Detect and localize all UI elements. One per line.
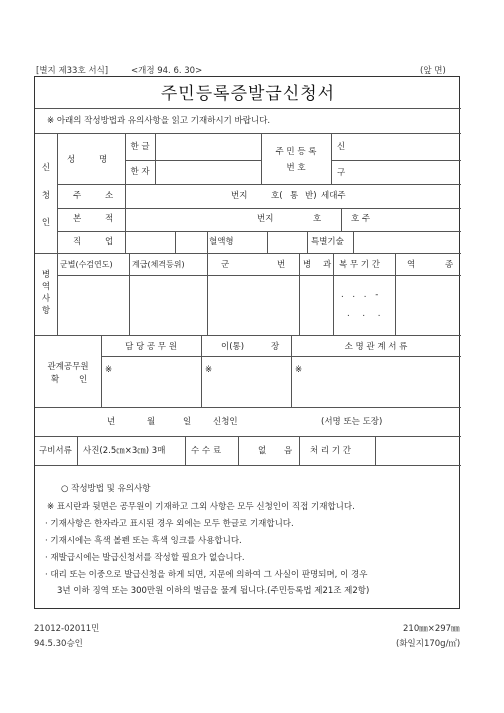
rule-mil-1 (129, 253, 130, 335)
military-label-2: 역 (41, 282, 51, 292)
date-month: 월 (147, 417, 156, 427)
paper-size: 210㎜×297㎜ (403, 624, 460, 634)
domicile-unit-ho: 호 (313, 214, 322, 224)
rrn-old-label: 구 (337, 168, 346, 178)
name-label-2: 명 (99, 155, 108, 165)
rule-rrn-right (331, 133, 332, 184)
paper-type: (화일지170g/㎡) (396, 639, 461, 649)
applicant-label-3: 인 (41, 218, 51, 228)
chinese-name-label: 한 자 (130, 167, 150, 177)
applicant-sign-label: 신청인 (213, 417, 238, 427)
rule-job-5 (353, 231, 354, 253)
rule-name-mid (125, 160, 261, 161)
required-docs-label: 구비서류 (39, 446, 72, 456)
rule-name-label (125, 133, 126, 184)
rule-fee-2 (185, 436, 186, 465)
form-code: 21012-02011민 (34, 624, 100, 634)
rule-job-4 (307, 231, 308, 253)
revision-date: <개정 94. 6. 30> (131, 66, 203, 76)
military-label-3: 사 (41, 294, 51, 304)
rule-military-header (57, 275, 461, 276)
military-branch-spec-1: 병 (303, 260, 312, 270)
rule-off-2 (291, 335, 292, 407)
application-form (34, 76, 460, 609)
rule-applicant-left (57, 133, 58, 253)
domicile-label-2: 적 (105, 214, 114, 224)
note-line-5: · 대리 또는 이중으로 발급신청을 하게 되면, 지문에 의하여 그 사실이 판명되며, 이 경우 (45, 570, 368, 580)
rule-job-3 (267, 231, 268, 253)
rule-instruction (35, 133, 461, 134)
rule-mil-4 (333, 253, 334, 335)
address-unit-ho: 호( (271, 191, 283, 201)
officials-label-3: 인 (79, 375, 88, 385)
official-mark-1: ※ (105, 365, 113, 375)
military-period-to: . . . (347, 309, 386, 319)
rule-domicile-head (341, 208, 342, 231)
note-line-6: 3년 이하 징역 또는 300만원 이하의 벌금을 물게 됩니다.(주민등록법 제21조 제2항) (57, 586, 370, 596)
applicant-label-1: 신 (41, 163, 51, 173)
address-label-2: 소 (105, 191, 114, 201)
fee-label: 수 수 료 (191, 446, 222, 456)
military-number-header-2: 번 (277, 260, 286, 270)
rule-mil-5 (395, 253, 396, 335)
address-label-1: 주 (73, 191, 82, 201)
address-unit-tong: 통 (290, 191, 299, 201)
rule-name-sub (155, 133, 156, 184)
note-line-4: · 재발급시에는 발급신청서를 작성할 필요가 없습니다. (45, 553, 245, 563)
form-title: 주민등록증발급신청서 (160, 84, 336, 104)
household-head-label: 세대주 (321, 191, 346, 201)
rule-rrn-mid (331, 160, 461, 161)
rule-fee-5 (375, 436, 376, 465)
rrn-label-1: 주 민 등 록 (275, 147, 317, 157)
instruction-note: ※ 아래의 작성방법과 유의사항을 읽고 기재하시기 바랍니다. (47, 116, 271, 126)
rule-after-date (35, 436, 461, 437)
fee-value-2: 음 (284, 446, 293, 456)
approval-date: 94.5.30승인 (34, 639, 83, 649)
military-type-header-2: 종 (445, 260, 454, 270)
rule-military-left (57, 253, 58, 335)
note-line-2: · 기재사항은 한자라고 표시된 경우 외에는 모두 한글로 기재합니다. (45, 519, 294, 529)
rule-label-col (125, 184, 126, 253)
date-year: 년 (107, 417, 116, 427)
rule-after-fee (35, 465, 461, 466)
rule-officials-left (101, 335, 102, 407)
blood-type-label: 혈액형 (209, 237, 234, 247)
rrn-new-label: 신 (337, 142, 346, 152)
special-skill-label: 특별기술 (311, 237, 344, 247)
korean-name-label: 한 글 (130, 142, 150, 152)
village-head-header-2: 장 (271, 342, 280, 352)
rule-mil-2 (207, 253, 208, 335)
notes-heading: ○ 작성방법 및 유의사항 (61, 484, 151, 494)
rule-rrn-left (261, 133, 262, 184)
rule-mil-3 (299, 253, 300, 335)
rule-after-officials (35, 407, 461, 408)
official-mark-2: ※ (205, 365, 213, 375)
official-mark-3: ※ (295, 365, 303, 375)
form-number: [별지 제33호 서식] (36, 66, 109, 76)
village-head-header-1: 이(통) (221, 342, 245, 352)
military-branch-spec-2: 과 (323, 260, 332, 270)
date-day: 일 (183, 417, 192, 427)
rule-officials-header (101, 356, 461, 357)
rule-fee-3 (238, 436, 239, 465)
military-type-header-1: 역 (407, 260, 416, 270)
note-line-1: ※ 표시란과 뒷면은 공무원이 기재하고 그외 사항은 모두 신청인이 직접 기재합니다. (47, 502, 355, 512)
rule-after-applicant (35, 253, 461, 254)
applicant-label-2: 청 (41, 191, 51, 201)
name-label-1: 성 (67, 155, 76, 165)
military-label-1: 병 (41, 270, 51, 280)
military-period-header: 복 무 기 간 (339, 260, 380, 270)
official-in-charge-header: 담 당 공 무 원 (125, 342, 177, 352)
domicile-unit-lot: 번지 (257, 214, 274, 224)
military-label-4: 항 (41, 306, 51, 316)
rule-after-name (57, 184, 461, 185)
proof-documents-header: 소 명 관 계 서 류 (344, 342, 408, 352)
domicile-label-1: 본 (73, 214, 82, 224)
rule-off-1 (201, 335, 202, 407)
photo-requirement: 사진(2.5㎝×3㎝) 3매 (83, 446, 166, 456)
job-label-1: 직 (73, 237, 82, 247)
processing-period-label: 처 리 기 간 (310, 446, 351, 456)
rule-job-1 (175, 231, 176, 253)
rule-job-2 (207, 231, 208, 253)
military-rank-header: 계급(체격등위) (132, 260, 185, 269)
officials-label-1: 관계공무원 (47, 362, 89, 372)
rule-after-domicile (57, 231, 461, 232)
address-unit-ban: 반) (305, 191, 317, 201)
military-branch-header: 군별(수검연도) (60, 260, 113, 269)
rule-fee-1 (77, 436, 78, 465)
military-number-header-1: 군 (221, 260, 230, 270)
rrn-label-2: 번 호 (286, 163, 306, 173)
signature-hint: (서명 또는 도장) (321, 417, 383, 427)
military-period-from: . . . - (341, 290, 382, 300)
rule-after-address (57, 208, 461, 209)
job-label-2: 업 (105, 237, 114, 247)
rule-fee-4 (299, 436, 300, 465)
family-head-label: 호 주 (351, 214, 371, 224)
page-side: (앞 면) (420, 66, 446, 76)
officials-label-2: 확 (51, 375, 60, 385)
note-line-3: · 기재시에는 흑색 볼펜 또는 흑색 잉크를 사용합니다. (45, 536, 242, 546)
rule-after-military (35, 335, 461, 336)
fee-value-1: 없 (258, 446, 267, 456)
rule-title (35, 108, 461, 109)
address-unit-lot: 번지 (231, 191, 248, 201)
